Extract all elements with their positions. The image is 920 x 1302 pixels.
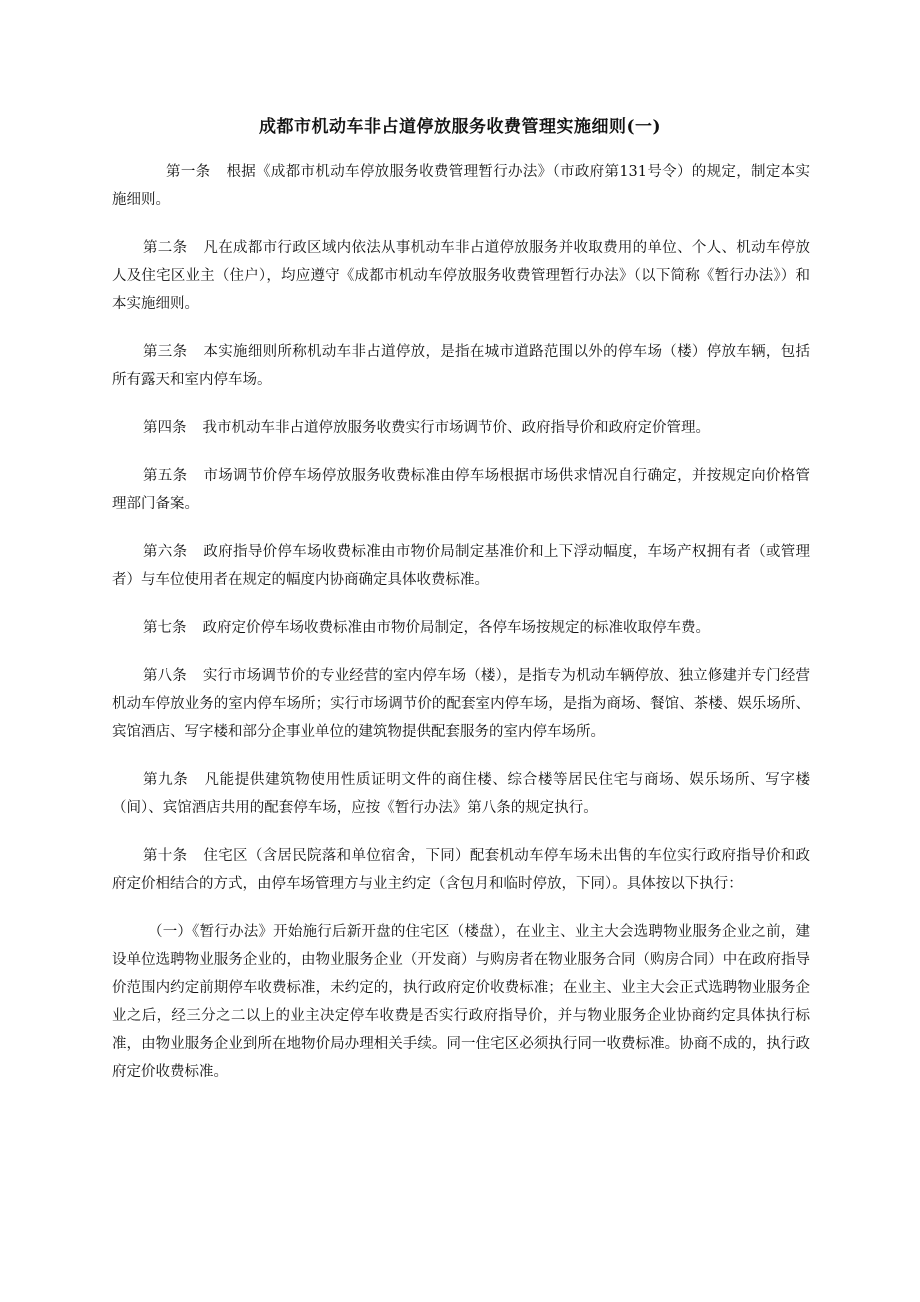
article-text: 我市机动车非占道停放服务收费实行市场调节价、政府指导价和政府定价管理。 xyxy=(202,420,710,436)
article-6 xyxy=(112,538,810,594)
article-8 xyxy=(112,662,810,746)
article-number: 第八条 xyxy=(143,668,187,684)
article-number: 第二条 xyxy=(143,240,188,256)
article-text: 实行市场调节价的专业经营的室内停车场（楼），是指专为机动车辆停放、独立修建并专门经营机动车停放业务的室内停车场所；实行市场调节价的配套室内停车场，是指为商场、餐馆、茶楼、娱乐场所、宾馆酒店、写字楼和部分企事业单位的建筑物提供配套服务的室内停车场所。 xyxy=(112,668,811,740)
article-number: 第一条 xyxy=(166,164,211,180)
article-text: 市场调节价停车场停放服务收费标准由停车场根据市场供求情况自行确定，并按规定向价格管理部门备案。 xyxy=(112,468,811,512)
article-9 xyxy=(112,766,810,822)
article-text: 政府定价停车场收费标准由市物价局制定，各停车场按规定的标准收取停车费。 xyxy=(202,620,710,636)
article-number: 第四条 xyxy=(143,420,187,436)
item-text: （一）《暂行办法》开始施行后新开盘的住宅区（楼盘），在业主、业主大会选聘物业服务企业之前，建设单位选聘物业服务企业的，由物业服务企业（开发商）与购房者在物业服务合同（购房合同）中在政府指导价范围内约定前期停车收费标准，未约定的，执行政府定价收费标准；在业主、业主大会正式选聘物业服务企业之后，经三分之二以上的业主决定停车收费是否实行政府指导价，并与物业服务企业协商约定具体执行标准，由物业服务企业到所在地物价局办理相关手续。同一住宅区必须执行同一收费标准。协商不成的，执行政府定价收费标准。 xyxy=(112,924,810,1080)
article-2 xyxy=(112,234,810,318)
article-number: 第三条 xyxy=(143,344,188,360)
article-text: 凡能提供建筑物使用性质证明文件的商住楼、综合楼等居民住宅与商场、娱乐场所、写字楼（间）、宾馆酒店共用的配套停车场，应按《暂行办法》第八条的规定执行。 xyxy=(112,772,811,816)
document-body xyxy=(112,158,810,1106)
article-text: 本实施细则所称机动车非占道停放，是指在城市道路范围以外的停车场（楼）停放车辆，包括所有露天和室内停车场。 xyxy=(112,344,811,388)
article-number: 第六条 xyxy=(143,544,188,560)
article-3 xyxy=(112,338,810,394)
article-number: 第十条 xyxy=(143,848,188,864)
article-number: 第七条 xyxy=(143,620,187,636)
article-text: 根据《成都市机动车停放服务收费管理暂行办法》（市政府第131号令）的规定，制定本实施细则。 xyxy=(112,164,810,208)
article-text: 凡在成都市行政区域内依法从事机动车非占道停放服务并收取费用的单位、个人、机动车停放人及住宅区业主（住户），均应遵守《成都市机动车停放服务收费管理暂行办法》（以下简称《暂行办法》）和本实施细则。 xyxy=(112,240,811,312)
article-7 xyxy=(112,614,810,642)
article-text: 政府指导价停车场收费标准由市物价局制定基准价和上下浮动幅度，车场产权拥有者（或管理者）与车位使用者在规定的幅度内协商确定具体收费标准。 xyxy=(112,544,811,588)
article-10 xyxy=(112,842,810,898)
article-text: 住宅区（含居民院落和单位宿舍，下同）配套机动车停车场未出售的车位实行政府指导价和政府定价相结合的方式，由停车场管理方与业主约定（含包月和临时停放，下同）。具体按以下执行： xyxy=(112,848,811,892)
article-1 xyxy=(112,158,810,214)
article-4 xyxy=(112,414,810,442)
article-number: 第九条 xyxy=(143,772,189,788)
article-5 xyxy=(112,462,810,518)
article-10-item-1 xyxy=(112,918,810,1086)
article-number: 第五条 xyxy=(143,468,188,484)
document-title: 成都市机动车非占道停放服务收费管理实施细则(一) xyxy=(258,117,662,137)
